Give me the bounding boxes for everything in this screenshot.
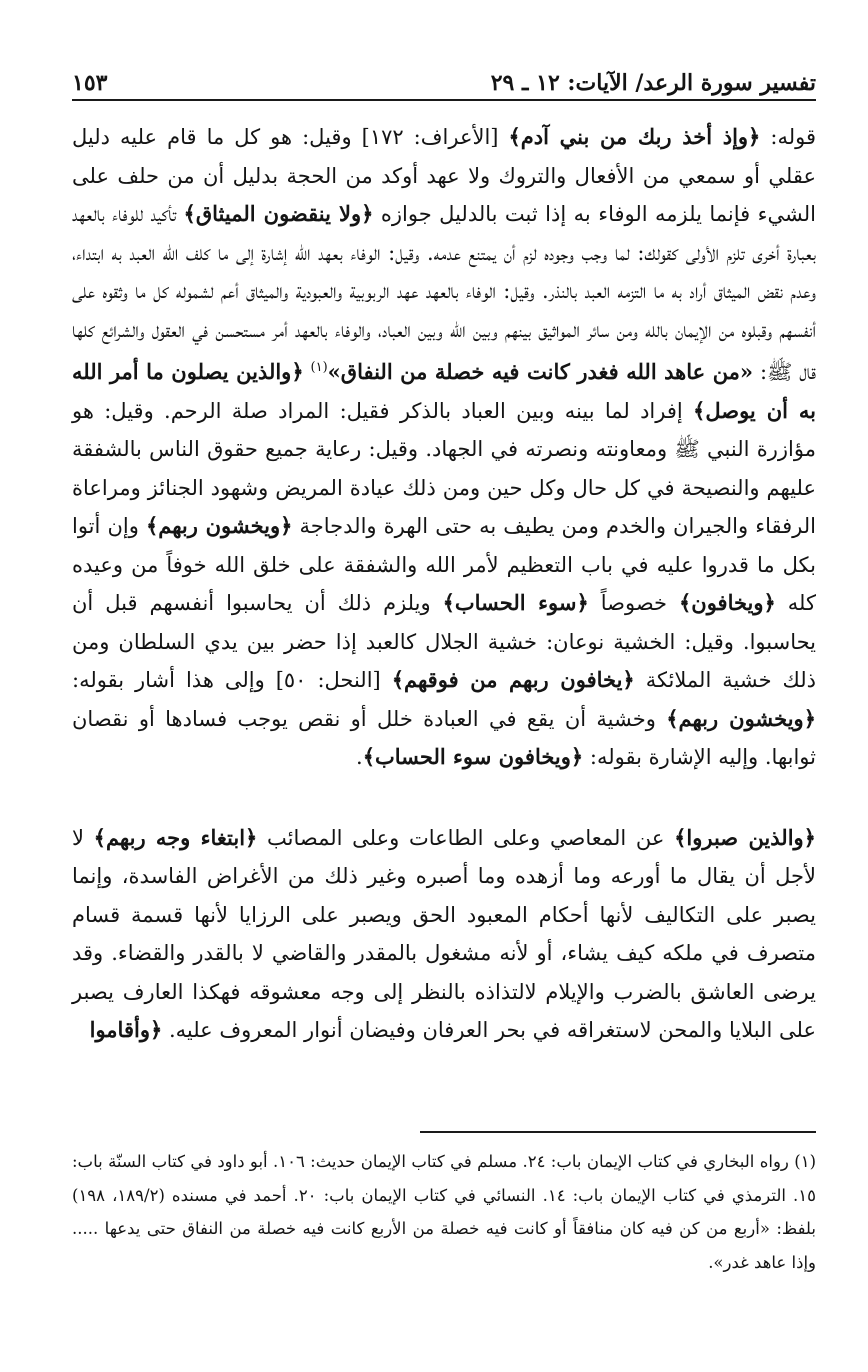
quran-citation: ﴿والذين صبروا﴾ xyxy=(674,824,816,850)
running-title: تفسير سورة الرعد/ الآيات: ١٢ ـ ٢٩ xyxy=(490,70,816,96)
text-run: عن المعاصي وعلى الطاعات وعلى المصائب xyxy=(257,825,675,850)
text-run: لا لأجل أن يقال ما أورعه وما أزهده وما أصبره وغير ذلك من الأغراض الفاسدة، وإنما يصبر على التكاليف لأنها أحكام المعبود الحق ويصبر على الرزايا لأنها قسمة قسام متصرف في ملكه كيف يشاء، أو لأنه مشغول بالمقدر والقاضي لا بالقدر والقضاء. وقد يرضى العاشق بالضرب والإيلام لالتذاذه بالنظر إلى وجه معشوقه فهكذا العارف يصبر على البلايا والمحن لاستغراقه في بحر العرفان وفيضان أنوار المعروف عليه. xyxy=(72,825,816,1042)
footnote-divider xyxy=(420,1131,816,1133)
paragraph-2 xyxy=(72,819,816,1050)
text-run: خصوصاً xyxy=(588,591,679,615)
text-run: قوله: xyxy=(760,125,816,149)
text-run: إفراد لما بينه وبين العباد بالذكر فقيل: المراد صلة الرحم. وقيل: هو مؤازرة النبي ﷺ ومعاونته ونصرته في الجهاد. وقيل: رعاية جميع حقوق الناس بالشفقة عليهم والنصيحة في كل حال وكل حين ومن ذلك عيادة المريض وشهود الجنائز ومراعاة الرفقاء والجيران والخدم ومن يطيف به حتى الهرة والدجاجة xyxy=(72,398,816,538)
footnote-reference: (١) xyxy=(310,360,328,375)
quran-citation: ﴿ويخشون ربهم﴾ xyxy=(145,513,293,538)
text-run: تأكيد للوفاء بالعهد بعبارة أخرى تلزم الأولى كقولك: لما وجب وجوده لزم أن يمتنع عدمه. وقيل: الوفاء بعهد الله إشارة إلى ما كلف الله العبد به ابتداء، وعدم نقض الميثاق أراد به ما التزمه العبد بالنذر. وقيل: الوفاء بالعهد عهد الربوبية والعبودية والميثاق أعم لشموله كل ما وثقوه على أنفسهم وقبلوه من الإيمان بالله ومن سائر المواثيق بينهم وبين الله وبين العباد، والوفاء بالعهد أمر مستحسن في العقول والشرائع كلها قال ﷺ: xyxy=(72,202,816,384)
text-run: . xyxy=(356,745,363,769)
quran-citation: «من عاهد الله فغدر كانت فيه خصلة من النفاق» xyxy=(327,359,754,384)
quran-citation: ﴿ويخافون سوء الحساب﴾ xyxy=(362,744,584,769)
quran-citation: ﴿يخافون ربهم من فوقهم﴾ xyxy=(391,667,635,692)
quran-citation: ﴿ولا ينقضون الميثاق﴾ xyxy=(183,201,374,226)
paragraph-1 xyxy=(72,118,816,777)
page-number: ١٥٣ xyxy=(72,70,108,96)
quran-citation: ﴿ويخشون ربهم﴾ xyxy=(666,705,816,731)
quran-citation: ﴿سوء الحساب﴾ xyxy=(442,590,589,615)
page-header xyxy=(72,56,816,101)
text-run: وإن أتوا بكل ما قدروا عليه في باب التعظيم لأمر الله والشفقة على خلق الله خوفاً من وعيده كله xyxy=(72,514,816,615)
text-run: وخشية أن يقع في العبادة خلل أو نقص يوجب فسادها أو نقصان ثوابها. وإليه الإشارة بقوله: xyxy=(72,706,816,769)
text-run xyxy=(304,360,311,384)
quran-citation: ﴿وأقاموا xyxy=(89,1017,163,1042)
text-run: [الأعراف: ١٧٢] وقيل: هو كل ما قام عليه دليل عقلي أو سمعي من الأفعال والتروك ولا عهد أوكد من الحجة بدليل أن من حلف على الشيء فإنما يلزمه الوفاء به إذا ثبت بالدليل جوازه xyxy=(72,125,817,226)
footnote xyxy=(72,1145,816,1279)
text-run: [النحل: ٥٠] وإلى هذا أشار بقوله: xyxy=(72,668,392,692)
body-text xyxy=(72,118,816,1050)
quran-citation: ﴿وإذ أخذ ربك من بني آدم﴾ xyxy=(508,124,761,149)
quran-citation: ﴿ابتغاء وجه ربهم﴾ xyxy=(93,824,258,850)
quran-citation: ﴿ويخافون﴾ xyxy=(678,590,776,615)
quran-citation: ﴿والذين يصلون ما أمر الله به أن يوصل﴾ xyxy=(72,359,816,423)
text-run: ويلزم ذلك أن يحاسبوا أنفسهم قبل أن يحاسبوا. وقيل: الخشية نوعان: خشية الجلال كالعبد إذا حضر بين يدي السلطان ومن ذلك خشية الملائكة xyxy=(72,591,816,692)
footnote-text: (١) رواه البخاري في كتاب الإيمان باب: ٢٤. مسلم في كتاب الإيمان حديث: ١٠٦. أبو داود في كتاب السنّة باب: ١٥. الترمذي في كتاب الإيمان باب: ١٤. النسائي في كتاب الإيمان باب: ٢٠. أحمد في مسنده (١٨٩/٢، ١٩٨) بلفظ: «أربع من كن فيه كان منافقاً أو كانت فيه خصلة من الأربع كانت فيه خصلة من النفاق حتى يدعها ..... وإذا عاهد غدر». xyxy=(72,1152,816,1272)
